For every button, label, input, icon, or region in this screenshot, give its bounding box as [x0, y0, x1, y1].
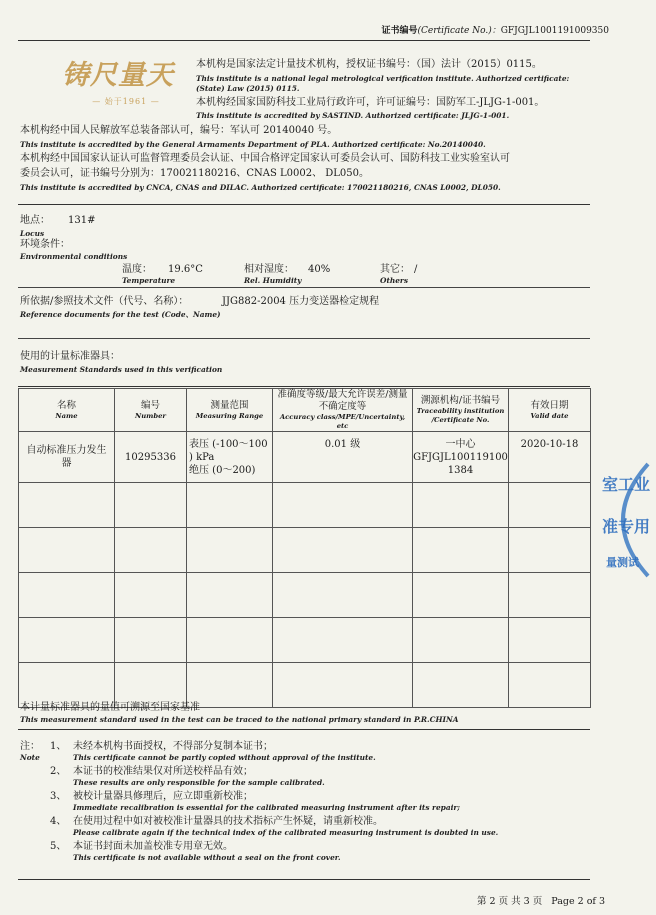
- note-num-5: 5、: [50, 841, 67, 852]
- humidity-value: 40%: [308, 264, 331, 275]
- logo-text: 铸尺量天: [62, 60, 174, 91]
- standards-divider: [18, 386, 590, 387]
- others-label-en: Others: [380, 276, 408, 285]
- note-3-en: Immediate recalibration is essential for the calibrated measuring instrument after its repair;: [73, 803, 461, 812]
- intro-line-1-en2: (State) Law (2015) 0115.: [196, 84, 300, 93]
- note-4-en: Please calibrate again if the technical index of the calibrated measuring instrument is doubted in use.: [73, 828, 499, 837]
- seal-stamp: [596, 460, 656, 580]
- others-value: /: [414, 264, 418, 275]
- header-traceability: 溯源机构/证书编号 Traceability institution /Certificate No.: [413, 389, 509, 432]
- temp-label: 温度：: [122, 264, 152, 275]
- reference-label: 所依据/参照技术文件（代号、名称）：: [20, 296, 189, 307]
- location-label-en: Locus: [20, 229, 45, 238]
- reference-value: JJG882-2004 压力变送器检定规程: [222, 296, 380, 307]
- table-row: [19, 663, 591, 708]
- header-accuracy: 准确度等级/最大允许误差/测量不确定度等 Accuracy class/MPE/Uncertainty, etc: [273, 389, 413, 432]
- table-row: [19, 432, 591, 483]
- header-number: 编号 Number: [115, 389, 187, 432]
- table-row: [19, 528, 591, 573]
- standards-title-en: Measurement Standards used in this verification: [20, 365, 223, 374]
- certificate-number: [381, 23, 609, 36]
- range-absolute: 绝压 (0～200): [189, 464, 256, 476]
- env-label-en: Environmental conditions: [20, 252, 128, 261]
- intro-line-5-cn: 委员会认可，证书编号分别为：170021180216、CNAS L0002、 DL050。: [20, 168, 370, 179]
- note-2-en: These results are only responsible for the sample calibrated.: [73, 778, 325, 787]
- header-name: 名称 Name: [19, 389, 115, 432]
- header-divider: [18, 40, 590, 41]
- others-label: 其它：: [380, 264, 410, 275]
- intro-divider: [18, 204, 590, 205]
- trace-line-1: 一中心: [445, 438, 476, 450]
- note-5-en: This certificate is not available without a seal on the front cover.: [73, 853, 341, 862]
- cert-number-value: GFJGJL1001191009350: [500, 26, 609, 36]
- header-valid-date: 有效日期 Valid date: [509, 389, 591, 432]
- intro-line-3-cn: 本机构经中国人民解放军总装备部认可，编号：军认可 20140040 号。: [20, 125, 338, 136]
- note-num-1: 1、: [50, 741, 67, 752]
- traceability-statement-en: This measurement standard used in the test can be traced to the national primary standard in P.R.CHINA: [20, 715, 459, 724]
- note-2-cn: 本证书的校准结果仅对所送校样品有效；: [73, 766, 253, 777]
- reference-divider: [18, 338, 590, 339]
- humidity-label: 相对湿度：: [244, 264, 294, 275]
- intro-line-1-cn: 本机构是国家法定计量技术机构，授权证书编号：（国）法计（2015）0115。: [196, 59, 542, 70]
- table-row: [19, 573, 591, 618]
- logo-year: — 始于1961 —: [92, 97, 160, 106]
- reference-label-en: Reference documents for the test (Code、Name): [20, 310, 221, 319]
- intro-line-3-en: This institute is accredited by the General Armaments Department of PLA. Authorized certificate: No.20140040.: [20, 140, 486, 149]
- note-1-en: This certificate cannot be partly copied without approval of the institute.: [73, 753, 376, 762]
- note-num-4: 4、: [50, 816, 67, 827]
- notes-label: 注：: [20, 741, 40, 752]
- cell-name: 自动标准压力发生器: [19, 432, 115, 483]
- institute-logo: [62, 60, 190, 110]
- cert-label-en: (Certificate No.)：: [417, 26, 501, 36]
- intro-line-2-en: This institute is accredited by SASTIND. Authorized certificate: JLJG-1-001.: [196, 111, 510, 120]
- standards-table: [18, 388, 591, 708]
- table-row: [19, 483, 591, 528]
- standards-title: 使用的计量标准器具：: [20, 351, 120, 362]
- page-number: [477, 893, 605, 907]
- range-gauge: 表压 (-100～100 ) kPa: [189, 438, 268, 463]
- cell-range: [187, 432, 273, 483]
- notes-label-en: Note: [20, 753, 40, 762]
- trace-line-2: GFJGJL100119100: [413, 451, 508, 463]
- cell-number: 10295336: [115, 432, 187, 483]
- page-number-cn: 第 2 页 共 3 页: [477, 896, 543, 907]
- env-label: 环境条件：: [20, 239, 70, 250]
- standards-header-row: [19, 389, 591, 432]
- cell-valid-date: 2020-10-18: [509, 432, 591, 483]
- traceability-statement: 本计量标准器具的量值可溯源至国家基准: [20, 702, 200, 713]
- note-num-3: 3、: [50, 791, 67, 802]
- location-value: 131#: [68, 215, 96, 226]
- location-label: 地点：: [20, 215, 50, 226]
- intro-line-4-cn: 本机构经中国国家认证认可监督管理委员会认证、中国合格评定国家认可委员会认可、国防科技工业实验室认可: [20, 153, 510, 164]
- intro-line-2-cn: 本机构经国家国防科技工业局行政许可，许可证编号：国防军工-JLJG-1-001。: [196, 97, 545, 108]
- table-row: [19, 618, 591, 663]
- env-divider: [18, 287, 590, 288]
- cell-traceability: [413, 432, 509, 483]
- note-1-cn: 未经本机构书面授权，不得部分复制本证书；: [73, 741, 273, 752]
- svg-text:量测试: 量测试: [606, 556, 639, 569]
- svg-text:室工业: 室工业: [602, 475, 651, 494]
- footer-divider: [18, 879, 590, 880]
- intro-line-1-en: This institute is a national legal metrological verification institute. Authorized certificate:: [196, 74, 570, 83]
- note-4-cn: 在使用过程中如对被校准计量器具的技术指标产生怀疑，请重新校准。: [73, 816, 383, 827]
- note-num-2: 2、: [50, 766, 67, 777]
- note-5-cn: 本证书封面未加盖校准专用章无效。: [73, 841, 233, 852]
- header-range: 测量范围 Measuring Range: [187, 389, 273, 432]
- humidity-label-en: Rel. Humidity: [244, 276, 302, 285]
- intro-line-5-en: This institute is accredited by CNCA, CNAS and DILAC. Authorized certificate: 170021180216, CNAS L0002, DL050.: [20, 183, 501, 192]
- cert-label-cn: 证书编号: [381, 26, 418, 36]
- note-3-cn: 被校计量器具修理后，应立即重新校准；: [73, 791, 253, 802]
- cell-accuracy: 0.01 级: [273, 432, 413, 483]
- trace-line-3: 1384: [447, 464, 474, 476]
- traceability-divider: [18, 729, 590, 730]
- svg-text:准专用: 准专用: [602, 517, 651, 536]
- page-number-en: Page 2 of 3: [551, 896, 605, 907]
- temp-label-en: Temperature: [122, 276, 176, 285]
- temp-value: 19.6°C: [168, 264, 203, 275]
